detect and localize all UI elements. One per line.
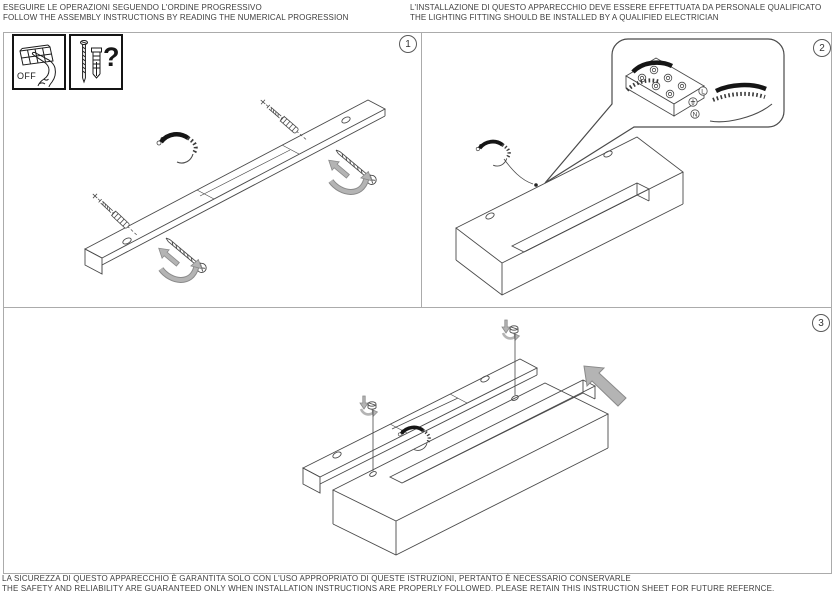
header-right-italian: L'INSTALLAZIONE DI QUESTO APPARECCHIO DEVE ESSERE EFFETTUATA DA PERSONALE QUALIFICATO bbox=[410, 3, 822, 12]
connection-point bbox=[534, 183, 538, 187]
neutral-label: N bbox=[692, 111, 698, 119]
footer bbox=[2, 574, 774, 594]
earth-symbol-icon bbox=[689, 98, 697, 106]
step-2-number: 2 bbox=[819, 42, 825, 54]
wall-plug-screw bbox=[90, 97, 309, 238]
fixing-question-label: ? bbox=[103, 42, 120, 72]
fixing-screw-right bbox=[502, 320, 520, 395]
mains-cable bbox=[476, 142, 509, 166]
mains-cable bbox=[398, 427, 429, 450]
footer-italian: LA SICUREZZA DI QUESTO APPARECCHIO È GARANTITA SOLO CON L'USO APPROPRIATO DI QUESTE ISTRUZIONI, PERTANTO È NECESSARIO CONSERVARLE bbox=[2, 574, 631, 583]
step-3-number: 3 bbox=[818, 317, 824, 329]
step-1-badge bbox=[399, 35, 417, 53]
step-3-badge bbox=[812, 314, 830, 332]
push-direction-arrow bbox=[584, 366, 626, 406]
step-2-badge bbox=[813, 39, 831, 57]
wiring-callout-bubble bbox=[545, 39, 784, 183]
fixing-screw-with-arrows bbox=[148, 146, 378, 292]
mains-cable bbox=[157, 134, 196, 163]
header-right-english: THE LIGHTING FITTING SHOULD BE INSTALLED BY A QUALIFIED ELECTRICIAN bbox=[410, 12, 719, 22]
step-1-illustration bbox=[85, 97, 385, 292]
header-left-english: FOLLOW THE ASSEMBLY INSTRUCTIONS BY READING THE NUMERICAL PROGRESSION bbox=[3, 12, 349, 22]
power-off-label: OFF bbox=[17, 71, 37, 81]
power-off-warning-icon bbox=[12, 34, 66, 90]
footer-english: THE SAFETY AND RELIABILITY ARE GUARANTEED ONLY WHEN INSTALLATION INSTRUCTIONS ARE PROPERLY FOLLOWED. PLEASE RETAIN THIS INSTRUCTION SHEET FOR FUTURE REFERNCE. bbox=[2, 584, 775, 593]
step-2-illustration bbox=[456, 39, 784, 295]
step-1-number: 1 bbox=[405, 38, 411, 50]
header-left-italian: ESEGUIRE LE OPERAZIONI SEGUENDO L'ORDINE PROGRESSIVO bbox=[3, 3, 262, 12]
mounting-bracket bbox=[303, 359, 537, 493]
fixing-check-icon bbox=[69, 34, 123, 90]
cable-lead-line bbox=[504, 159, 533, 184]
step-3-illustration bbox=[303, 320, 626, 555]
live-label: L bbox=[701, 88, 705, 96]
